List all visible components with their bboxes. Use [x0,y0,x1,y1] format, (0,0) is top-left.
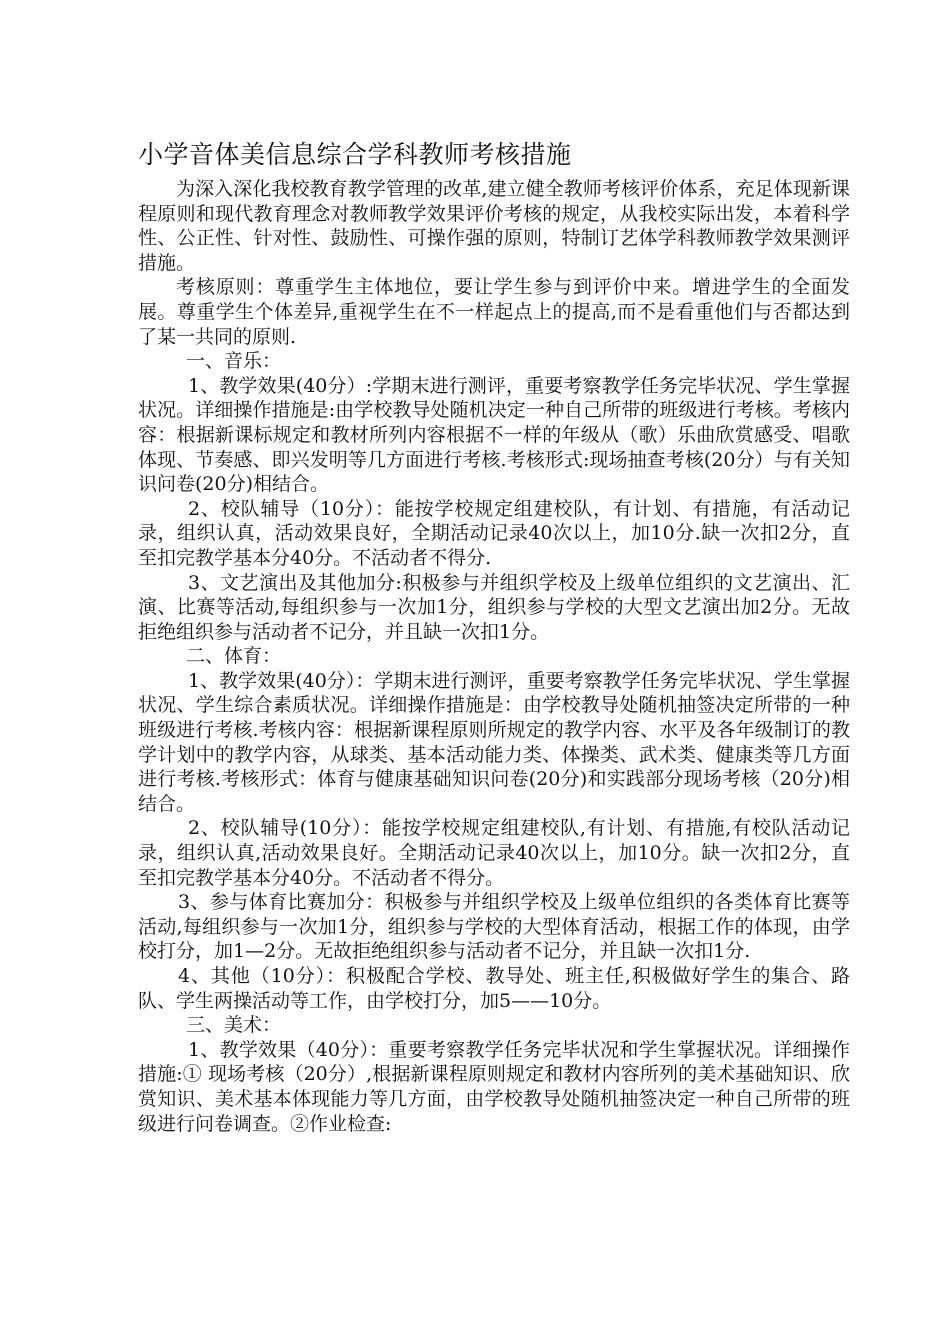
pe-item-4: 4、其他（10分）：积极配合学校、教导处、班主任,积极做好学生的集合、路队、学生两操活动等工作，由学校打分，加5——10分。 [138,965,850,1012]
principle-paragraph: 考核原则：尊重学生主体地位，要让学生参与到评价中来。增进学生的全面发展。尊重学生个体差异,重视学生在不一样起点上的提高,而不是看重他们与否都达到了某一共同的原则. [138,276,850,348]
section-heading-music: 一、音乐： [186,350,282,373]
art-item-1: 1、教学效果（40分）：重要考察教学任务完毕状况和学生掌握状况。详细操作措施:① 现场考核（20分）,根据新课程原则规定和教材内容所列的美术基础知识、欣赏知识、美术基本体现能力等几方面，由学校教导处随机抽签决定一种自己所带的班级进行问卷调查。②作业检查: [138,1038,850,1135]
document-title: 小学音体美信息综合学科教师考核措施 [138,140,572,169]
music-item-2: 2、校队辅导（10分）：能按学校规定组建校队，有计划、有措施，有活动记录，组织认真，活动效果良好，全期活动记录40次以上，加10分.缺一次扣2分，直至扣完教学基本分40分。不活动者不得分. [138,497,850,569]
intro-paragraph: 为深入深化我校教育教学管理的改革,建立健全教师考核评价体系，充足体现新课程原则和现代教育理念对教师教学效果评价考核的规定，从我校实际出发，本着科学性、公正性、针对性、鼓励性、可操作强的原则，特制订艺体学科教师教学效果测评措施。 [138,178,850,274]
music-item-3: 3、文艺演出及其他加分:积极参与并组织学校及上级单位组织的文艺演出、汇演、比赛等活动,每组织参与一次加1分，组织参与学校的大型文艺演出加2分。无故拒绝组织参与活动者不记分，并且缺一次扣1分。 [138,571,850,643]
document-page [138,140,850,1136]
pe-item-2: 2、校队辅导(10分）：能按学校规定组建校队,有计划、有措施,有校队活动记录，组织认真,活动效果良好。全期活动记录40次以上，加10分。缺一次扣2分，直至扣完教学基本分40分。不活动者不得分。 [138,817,850,889]
pe-item-3: 3、参与体育比赛加分：积极参与并组织学校及上级单位组织的各类体育比赛等活动,每组织参与一次加1分，组织参与学校的大型体育活动，根据工作的体现，由学校打分，加1—2分。无故拒绝组织参与活动者不记分，并且缺一次扣1分. [138,891,850,963]
section-heading-art: 三、美术： [186,1014,282,1037]
pe-item-1: 1、教学效果(40分）：学期末进行测评，重要考察教学任务完毕状况、学生掌握状况、学生综合素质状况。详细操作措施是：由学校教导处随机抽签决定所带的一种班级进行考核.考核内容：根据新课程原则所规定的教学内容、水平及各年级制订的教学计划中的教学内容，从球类、基本活动能力类、体操类、武术类、健康类等几方面进行考核.考核形式：体育与健康基础知识问卷(20分)和实践部分现场考核（20分)相结合。 [138,669,850,815]
music-item-1: 1、教学效果(40分）:学期末进行测评，重要考察教学任务完毕状况、学生掌握状况。详细操作措施是:由学校教导处随机决定一种自己所带的班级进行考核。考核内容：根据新课标规定和教材所列内容根据不一样的年级从（歌）乐曲欣赏感受、唱歌体现、节奏感、即兴发明等几方面进行考核.考核形式:现场抽查考核(20分）与有关知识问卷(20分)相结合。 [138,374,850,496]
section-heading-pe: 二、体育： [186,645,282,668]
